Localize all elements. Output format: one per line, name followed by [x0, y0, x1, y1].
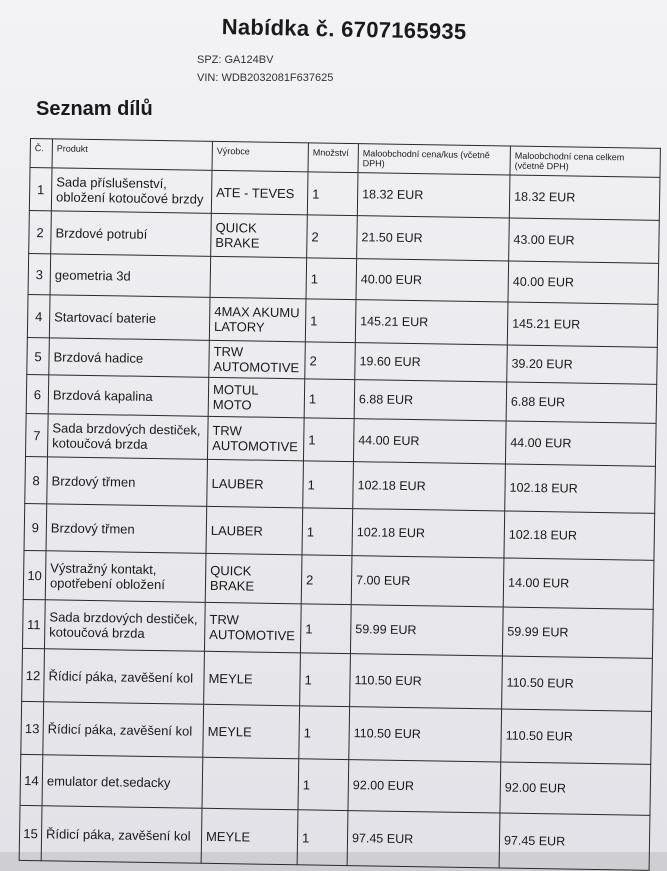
row-total-price: 44.00 EUR — [505, 421, 656, 466]
row-number: 2 — [29, 210, 52, 253]
row-product: Řídicí páka, zavěšení kol — [44, 649, 205, 705]
row-total-price: 97.45 EUR — [499, 813, 650, 870]
row-product: Řídicí páka, zavěšení kol — [41, 806, 202, 864]
row-quantity: 1 — [299, 706, 350, 760]
row-quantity: 2 — [305, 342, 356, 380]
row-number: 10 — [23, 550, 46, 599]
row-product: Brzdový třmen — [46, 504, 207, 554]
row-manufacturer: LAUBER — [206, 506, 303, 555]
parts-table — [19, 138, 661, 871]
column-header-quantity: Množství — [308, 143, 358, 173]
row-number: 6 — [26, 374, 49, 413]
row-unit-price: 102.18 EUR — [353, 462, 506, 511]
row-total-price: 59.99 EUR — [502, 607, 653, 658]
row-unit-price: 97.45 EUR — [347, 811, 500, 868]
row-product: Brzdová kapalina — [48, 375, 209, 417]
row-total-price: 102.18 EUR — [504, 511, 655, 560]
row-total-price: 110.50 EUR — [501, 709, 652, 764]
row-number: 4 — [27, 294, 50, 337]
vin-label: VIN: WDB2032081F637625 — [197, 72, 334, 84]
row-total-price: 110.50 EUR — [502, 656, 653, 711]
row-total-price: 92.00 EUR — [500, 762, 651, 815]
table-row — [21, 701, 652, 764]
parts-table-wrapper — [19, 138, 661, 871]
row-manufacturer: MEYLE — [201, 808, 298, 865]
spz-label: SPZ: GA124BV — [197, 54, 274, 66]
row-total-price: 43.00 EUR — [509, 218, 660, 263]
row-unit-price: 59.99 EUR — [350, 605, 503, 656]
row-manufacturer: MEYLE — [203, 704, 300, 759]
row-manufacturer: TRW AUTOMOTIVE — [207, 416, 304, 461]
row-unit-price: 102.18 EUR — [352, 509, 505, 558]
row-total-price: 39.20 EUR — [507, 345, 658, 384]
row-number: 9 — [24, 503, 47, 550]
column-header-unit-price: Maloobchodní cena/kus (včetně DPH) — [358, 144, 510, 175]
row-number: 7 — [25, 413, 48, 456]
row-unit-price: 92.00 EUR — [348, 760, 501, 813]
row-unit-price: 21.50 EUR — [357, 216, 510, 261]
row-quantity: 1 — [302, 508, 353, 556]
row-product: Sada brzdových destiček, kotoučová brzda — [44, 600, 205, 652]
row-manufacturer: MOTUL MOTO — [208, 377, 305, 418]
row-quantity: 1 — [307, 172, 358, 216]
row-number: 14 — [20, 754, 43, 805]
table-row — [19, 805, 650, 870]
row-number: 8 — [25, 456, 48, 503]
row-total-price: 145.21 EUR — [507, 302, 658, 347]
row-quantity: 1 — [300, 653, 351, 707]
row-quantity: 1 — [298, 759, 349, 811]
row-product: Řídicí páka, zavěšení kol — [43, 702, 204, 758]
row-unit-price: 145.21 EUR — [355, 300, 508, 345]
row-product: Sada příslušenství, obložení kotoučové brzdy — [51, 168, 212, 214]
column-header-manufacturer: Výrobce — [212, 141, 308, 172]
row-number: 1 — [29, 168, 52, 211]
table-row — [22, 648, 653, 711]
row-total-price: 18.32 EUR — [509, 175, 660, 220]
row-product: emulator det.sedacky — [42, 755, 203, 809]
row-number: 11 — [22, 599, 45, 648]
row-unit-price: 110.50 EUR — [350, 654, 503, 709]
row-product: Sada brzdových destiček, kotoučová brzda — [47, 414, 208, 460]
row-manufacturer: TRW AUTOMOTIVE — [204, 602, 301, 653]
row-quantity: 2 — [307, 215, 358, 259]
row-number: 5 — [27, 337, 50, 374]
row-unit-price: 44.00 EUR — [353, 419, 506, 464]
row-number: 13 — [21, 701, 44, 754]
row-product: Brzdová hadice — [49, 338, 210, 378]
row-total-price: 40.00 EUR — [508, 261, 659, 304]
row-product: Brzdové potrubí — [51, 211, 212, 257]
row-product: Výstražný kontakt, opotřebení obložení — [45, 551, 206, 603]
section-title: Seznam dílů — [36, 98, 153, 120]
row-total-price: 102.18 EUR — [505, 464, 656, 513]
row-quantity: 1 — [305, 299, 356, 343]
row-quantity: 2 — [301, 555, 352, 605]
column-header-total-price: Maloobchodní cena celkem (včetně DPH) — [510, 146, 660, 177]
row-unit-price: 40.00 EUR — [356, 259, 509, 302]
row-manufacturer: QUICK BRAKE — [205, 553, 302, 604]
row-manufacturer: MEYLE — [204, 651, 301, 706]
row-unit-price: 18.32 EUR — [357, 173, 510, 218]
row-unit-price: 110.50 EUR — [349, 707, 502, 762]
row-quantity: 1 — [306, 258, 357, 300]
row-manufacturer — [202, 757, 299, 810]
row-quantity: 1 — [304, 379, 355, 419]
row-manufacturer: TRW AUTOMOTIVE — [209, 340, 306, 379]
row-total-price: 14.00 EUR — [503, 558, 654, 609]
column-header-product: Produkt — [52, 139, 212, 171]
row-number: 15 — [19, 805, 42, 860]
row-product: Brzdový třmen — [47, 457, 208, 507]
row-quantity: 1 — [300, 604, 351, 654]
column-header-number: Č. — [30, 139, 52, 168]
row-unit-price: 7.00 EUR — [351, 556, 504, 607]
row-unit-price: 6.88 EUR — [354, 380, 507, 421]
row-manufacturer: ATE - TEVES — [211, 170, 308, 215]
row-number: 12 — [22, 648, 45, 701]
row-unit-price: 19.60 EUR — [355, 343, 508, 382]
row-total-price: 6.88 EUR — [506, 382, 657, 423]
row-product: geometria 3d — [50, 254, 211, 298]
row-quantity: 1 — [303, 418, 354, 462]
row-manufacturer — [210, 256, 307, 299]
offer-title: Nabídka č. 6707165935 — [221, 14, 467, 45]
row-manufacturer: LAUBER — [207, 459, 304, 508]
row-manufacturer: QUICK BRAKE — [211, 213, 308, 258]
row-quantity: 1 — [303, 461, 354, 509]
row-quantity: 1 — [297, 810, 348, 866]
row-number: 3 — [28, 253, 51, 294]
row-manufacturer: 4MAX AKUMU LATORY — [209, 297, 306, 342]
row-product: Startovací baterie — [49, 295, 210, 341]
